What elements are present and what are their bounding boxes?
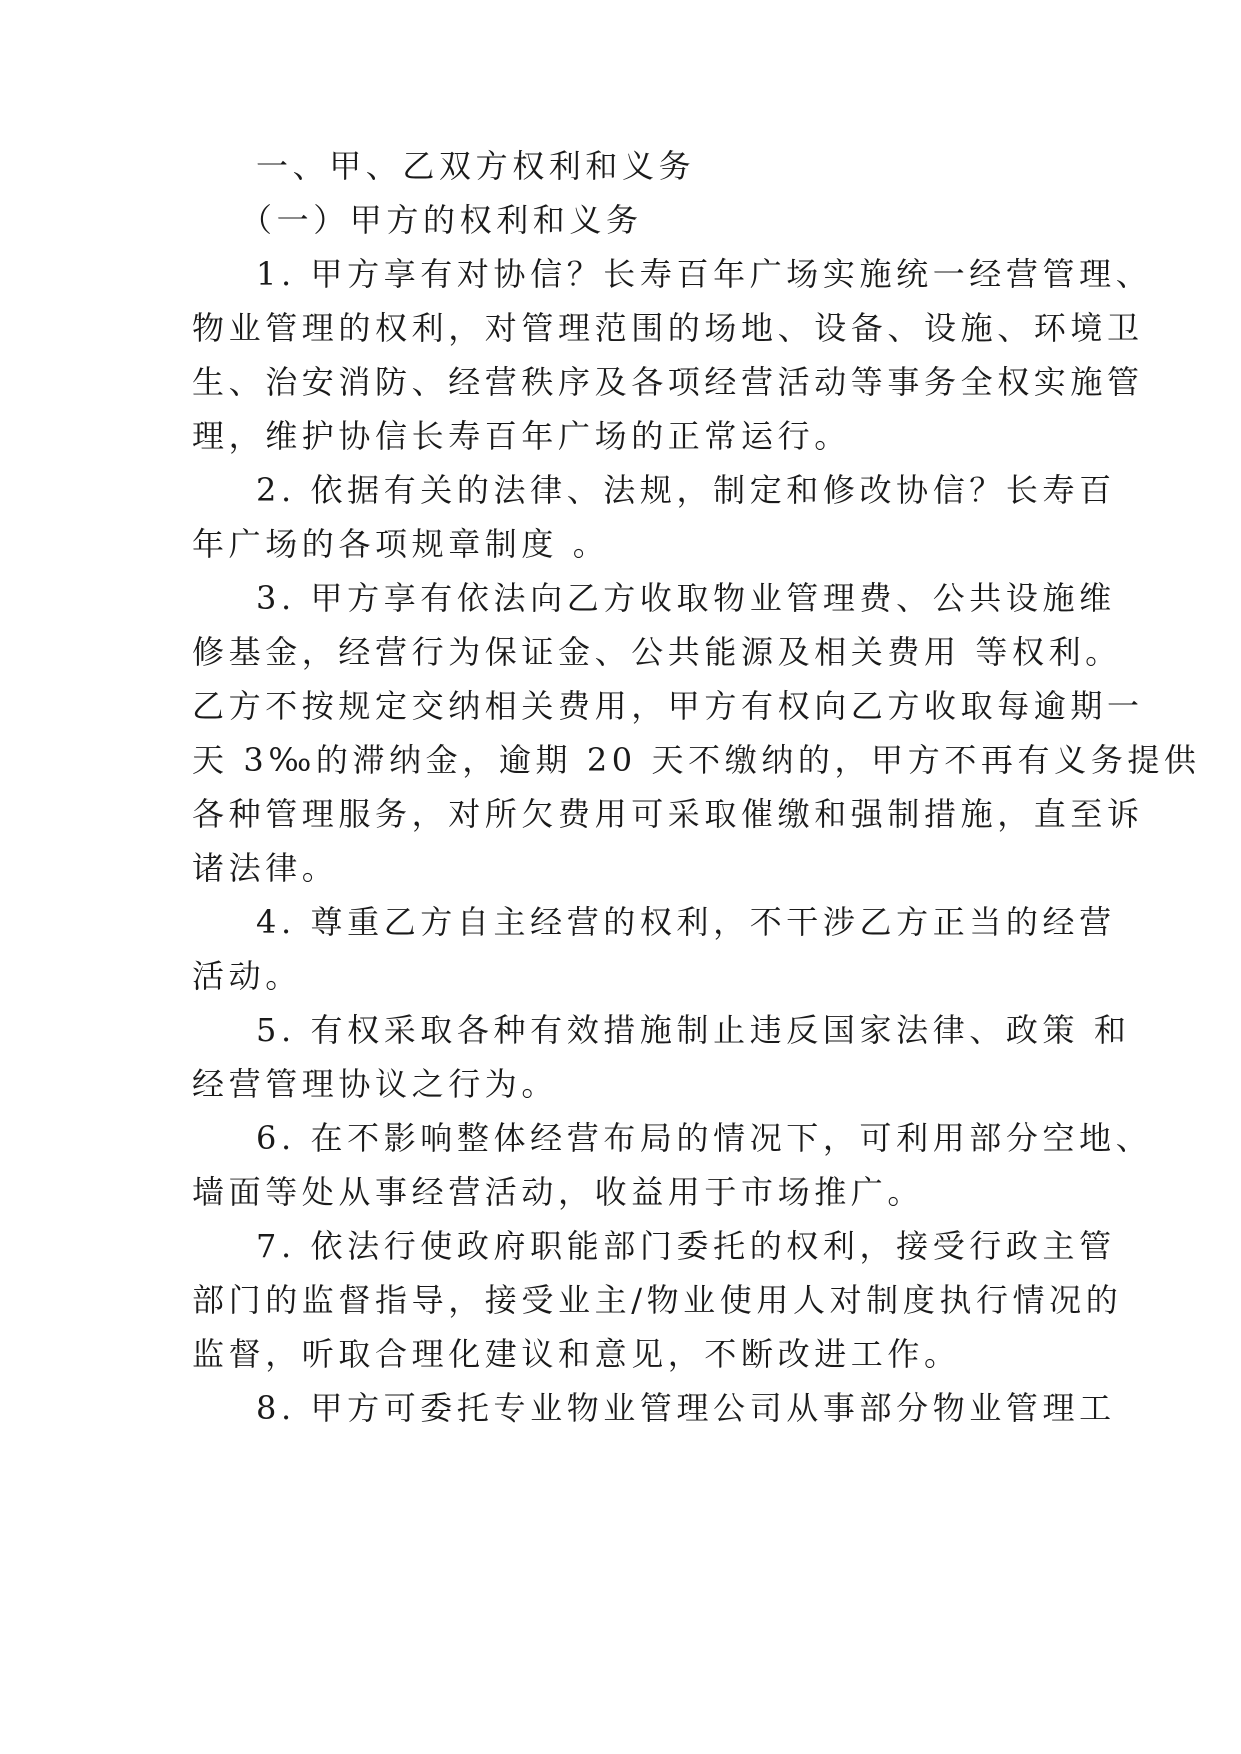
- paragraph-line: 3. 甲方享有依法向乙方收取物业管理费、公共设施维: [256, 579, 1116, 617]
- paragraph-line: 1. 甲方享有对协信？长寿百年广场实施统一经营管理、: [256, 255, 1153, 293]
- paragraph-line: 经营管理协议之行为。: [192, 1065, 559, 1103]
- paragraph-line: 监督，听取合理化建议和意见，不断改进工作。: [192, 1335, 961, 1373]
- paragraph-line: 4. 尊重乙方自主经营的权利，不干涉乙方正当的经营: [256, 903, 1116, 941]
- paragraph-line: 8. 甲方可委托专业物业管理公司从事部分物业管理工: [256, 1389, 1116, 1427]
- paragraph-line: 墙面等处从事经营活动，收益用于市场推广。: [192, 1173, 925, 1211]
- paragraph-line: 部门的监督指导，接受业主/物业使用人对制度执行情况的: [192, 1281, 1123, 1319]
- paragraph-line: 天 3‰的滞纳金，逾期 20 天不缴纳的，甲方不再有义务提供: [192, 741, 1201, 779]
- section-title: 一、甲、乙双方权利和义务: [256, 147, 696, 185]
- paragraph-line: 诸法律。: [192, 849, 339, 887]
- paragraph-line: 生、治安消防、经营秩序及各项经营活动等事务全权实施管: [192, 363, 1144, 401]
- paragraph-line: 乙方不按规定交纳相关费用，甲方有权向乙方收取每逾期一: [192, 687, 1144, 725]
- subsection-title: （一）甲方的权利和义务: [240, 201, 643, 239]
- paragraph-line: 修基金，经营行为保证金、公共能源及相关费用 等权利。: [192, 633, 1122, 671]
- paragraph-line: 年广场的各项规章制度 。: [192, 525, 610, 563]
- paragraph-line: 7. 依法行使政府职能部门委托的权利，接受行政主管: [256, 1227, 1116, 1265]
- paragraph-line: 理，维护协信长寿百年广场的正常运行。: [192, 417, 851, 455]
- paragraph-line: 物业管理的权利，对管理范围的场地、设备、设施、环境卫: [192, 309, 1144, 347]
- paragraph-line: 各种管理服务，对所欠费用可采取催缴和强制措施，直至诉: [192, 795, 1144, 833]
- paragraph-line: 6. 在不影响整体经营布局的情况下，可利用部分空地、: [256, 1119, 1153, 1157]
- paragraph-line: 活动。: [192, 957, 302, 995]
- paragraph-line: 5. 有权采取各种有效措施制止违反国家法律、政策 和: [256, 1011, 1131, 1049]
- paragraph-line: 2. 依据有关的法律、法规，制定和修改协信？长寿百: [256, 471, 1116, 509]
